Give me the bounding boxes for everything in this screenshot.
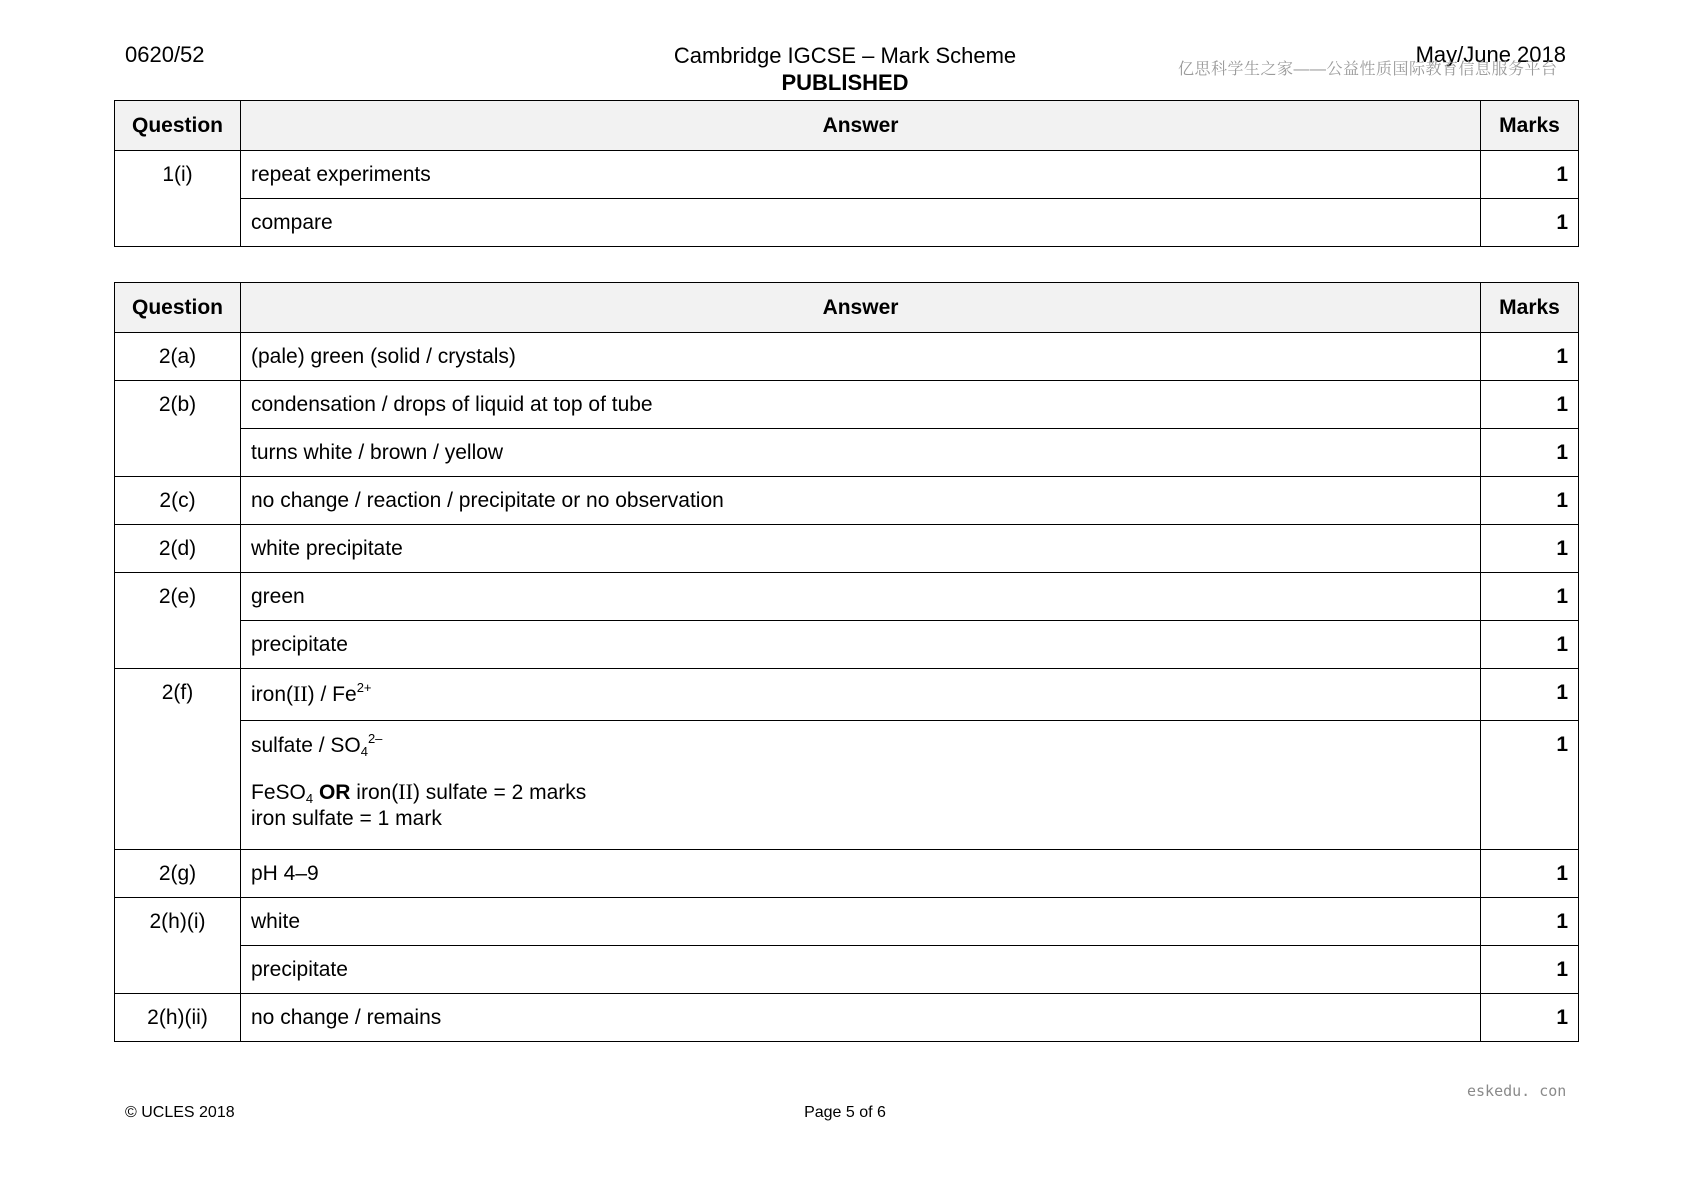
question-column-header: Question [115, 283, 241, 333]
table-row [115, 477, 1579, 525]
answer-cell: white [241, 898, 1481, 946]
table-row [115, 621, 1579, 669]
table-row [115, 898, 1579, 946]
published-label: PUBLISHED [781, 70, 909, 95]
question-cell: 1(i) [115, 151, 241, 247]
question-cell: 2(h)(i) [115, 898, 241, 994]
table-row [115, 333, 1579, 381]
question-cell: 2(g) [115, 850, 241, 898]
answer-cell: precipitate [241, 621, 1481, 669]
answer-cell: compare [241, 199, 1481, 247]
table-row [115, 199, 1579, 247]
table-row [115, 525, 1579, 573]
table-row [115, 669, 1579, 721]
note-text: iron( [356, 781, 399, 804]
answer-column-header: Answer [241, 283, 1481, 333]
answer-text: sulfate / SO [251, 734, 361, 757]
copyright-notice: © UCLES 2018 [125, 1104, 235, 1121]
exam-session: May/June 2018 [1415, 42, 1566, 67]
marking-note [251, 779, 1470, 832]
answer-cell: repeat experiments [241, 151, 1481, 199]
answer-cell: pH 4–9 [241, 850, 1481, 898]
marks-cell: 1 [1481, 525, 1579, 573]
oxidation-state: II [293, 681, 308, 706]
answer-text: ) / Fe [307, 683, 357, 706]
answer-cell: no change / reaction / precipitate or no observation [241, 477, 1481, 525]
ion-charge: 2+ [356, 680, 372, 695]
watermark-url: eskedu. con [1467, 1082, 1567, 1100]
ion-charge: 2– [367, 731, 383, 746]
question-cell: 2(h)(ii) [115, 994, 241, 1042]
paper-code: 0620/52 [125, 42, 205, 67]
answer-cell: no change / remains [241, 994, 1481, 1042]
note-or: OR [318, 781, 351, 804]
question-cell: 2(f) [115, 669, 241, 850]
answer-cell: (pale) green (solid / crystals) [241, 333, 1481, 381]
note-text: ) sulfate = 2 marks [412, 781, 587, 804]
question-cell: 2(d) [115, 525, 241, 573]
answer-cell: turns white / brown / yellow [241, 429, 1481, 477]
mark-scheme-table-1 [114, 100, 1579, 247]
marks-cell: 1 [1481, 199, 1579, 247]
formula-subscript: 4 [360, 744, 368, 759]
marks-cell: 1 [1481, 333, 1579, 381]
marks-cell: 1 [1481, 669, 1579, 721]
marks-column-header: Marks [1481, 283, 1579, 333]
oxidation-state: II [398, 779, 413, 804]
mark-scheme-table-2 [114, 282, 1579, 1042]
marks-cell: 1 [1481, 946, 1579, 994]
marks-cell: 1 [1481, 573, 1579, 621]
question-cell: 2(c) [115, 477, 241, 525]
marks-cell: 1 [1481, 850, 1579, 898]
table-row [115, 994, 1579, 1042]
table-row [115, 721, 1579, 850]
document-title: Cambridge IGCSE – Mark Scheme [673, 43, 1017, 68]
watermark-text: 亿思科学生之家——公益性质国际教育信息服务平台 [1178, 61, 1558, 78]
table-row [115, 429, 1579, 477]
table-header-row [115, 283, 1579, 333]
marks-cell: 1 [1481, 429, 1579, 477]
answer-column-header: Answer [241, 101, 1481, 151]
question-cell: 2(a) [115, 333, 241, 381]
answer-cell: condensation / drops of liquid at top of tube [241, 381, 1481, 429]
answer-cell [241, 721, 1481, 850]
answer-cell: precipitate [241, 946, 1481, 994]
marks-column-header: Marks [1481, 101, 1579, 151]
note-text: iron sulfate = 1 mark [251, 807, 442, 830]
question-cell: 2(b) [115, 381, 241, 477]
marks-cell: 1 [1481, 477, 1579, 525]
marks-cell: 1 [1481, 994, 1579, 1042]
table-row [115, 381, 1579, 429]
formula-subscript: 4 [305, 791, 314, 806]
marks-cell: 1 [1481, 381, 1579, 429]
table-row [115, 946, 1579, 994]
answer-cell [241, 669, 1481, 721]
marks-cell: 1 [1481, 621, 1579, 669]
note-formula: FeSO [251, 781, 306, 804]
page-number: Page 5 of 6 [804, 1104, 886, 1121]
answer-cell: white precipitate [241, 525, 1481, 573]
table-header-row [115, 101, 1579, 151]
question-column-header: Question [115, 101, 241, 151]
table-row [115, 151, 1579, 199]
answer-cell: green [241, 573, 1481, 621]
table-row [115, 850, 1579, 898]
marks-cell: 1 [1481, 898, 1579, 946]
question-cell: 2(e) [115, 573, 241, 669]
table-row [115, 573, 1579, 621]
answer-text: iron( [251, 683, 294, 706]
marks-cell: 1 [1481, 151, 1579, 199]
marks-cell: 1 [1481, 721, 1579, 850]
